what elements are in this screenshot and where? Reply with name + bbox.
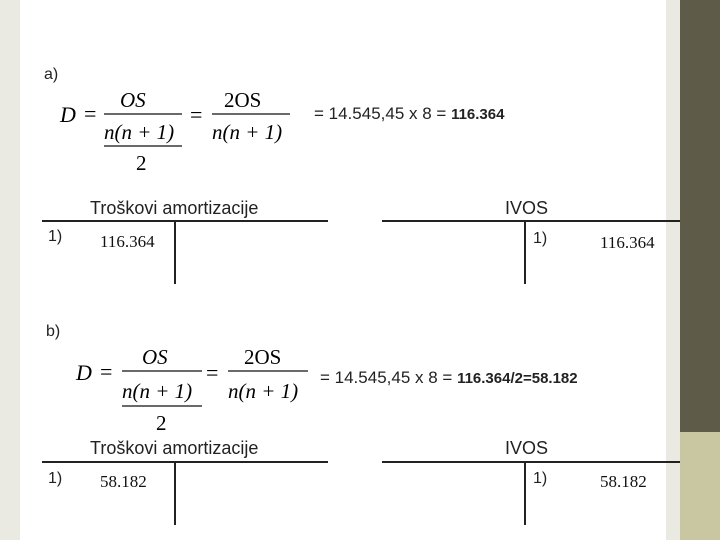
part-b-right-entry-label: 1) (533, 470, 548, 487)
part-b-right-t-stem (524, 462, 526, 525)
part-b-formula (72, 340, 322, 440)
formula-equals-2: = (190, 102, 203, 127)
frac1-divisor: 2 (136, 151, 147, 175)
part-a-right-t-top (382, 220, 680, 222)
formula-lhs: D (60, 102, 76, 127)
part-b-left-t-top (42, 461, 328, 463)
part-b-right-account-title: IVOS (505, 438, 549, 458)
part-b-calculation: = 14.545,45 x 8 = 116.364/2=58.182 (320, 368, 578, 387)
frac2-numerator: 2OS (224, 88, 262, 112)
part-b-result: 116.364/2=58.182 (457, 370, 578, 387)
part-b-left-t-stem (174, 462, 176, 525)
frac2-denominator: n(n + 1) (212, 120, 283, 144)
sidebar-accent-light (680, 432, 720, 540)
slide (20, 0, 666, 540)
part-a-left-t-top (42, 220, 328, 222)
formula-lhs: D (76, 360, 92, 385)
part-a-left-account-title: Troškovi amortizacije (90, 198, 259, 218)
part-b-left-entry-label: 1) (48, 470, 63, 487)
part-b-left-account-title: Troškovi amortizacije (90, 438, 259, 458)
part-a-left-entry-value: 116.364 (100, 232, 155, 251)
formula-equals-2: = (206, 360, 219, 385)
part-a-result: 116.364 (451, 106, 505, 123)
part-b-label: b) (46, 323, 61, 340)
sidebar-accent-dark (680, 0, 720, 432)
part-a-right-entry-value: 116.364 (600, 233, 655, 252)
frac1-denominator: n(n + 1) (122, 379, 193, 403)
part-a-right-entry-label: 1) (533, 230, 548, 247)
part-b-right-entry-value: 58.182 (600, 472, 647, 491)
formula-equals: = (100, 359, 113, 384)
frac1-divisor: 2 (156, 411, 167, 435)
part-a-calculation: = 14.545,45 x 8 = 116.364 (314, 104, 505, 123)
part-a-left-entry-label: 1) (48, 228, 63, 245)
frac2-denominator: n(n + 1) (228, 379, 299, 403)
part-a-right-account-title: IVOS (505, 198, 549, 218)
part-a-left-t-stem (174, 221, 176, 284)
frac2-numerator: 2OS (244, 345, 282, 369)
part-a-formula (54, 86, 299, 178)
frac1-numerator: OS (120, 88, 146, 112)
part-a-label: a) (44, 66, 59, 83)
part-b-right-t-top (382, 461, 680, 463)
formula-equals: = (84, 101, 97, 126)
part-b-left-entry-value: 58.182 (100, 472, 147, 491)
part-a-right-t-stem (524, 221, 526, 284)
frac1-denominator: n(n + 1) (104, 120, 175, 144)
frac1-numerator: OS (142, 345, 168, 369)
